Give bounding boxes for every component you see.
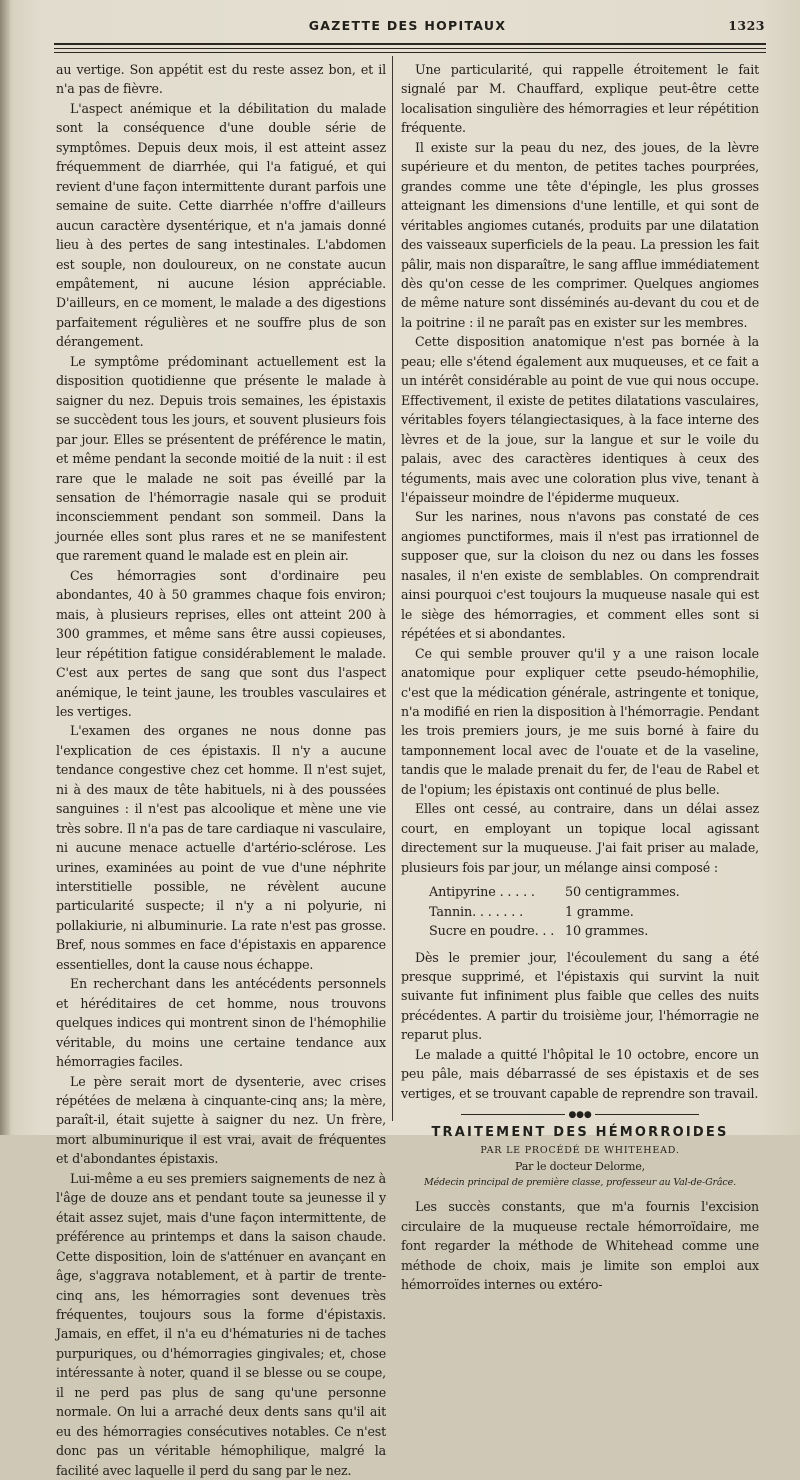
journal-title: GAZETTE DES HOPITAUX [308, 18, 507, 33]
prescription-formula [401, 883, 759, 942]
paragraph: Une particularité, qui rappelle étroitement le fait signalé par M. Chauffard, explique peut-être cette localisation singulière des hémorragies et leur répétition fréquente. [401, 62, 759, 136]
paragraph: En recherchant dans les antécédents personnels et héréditaires de cet homme, nous trouvons quelques indices qui montrent sinon de l'hémophilie véritable, du moins une certaine tendance aux hémorragies faciles. [56, 976, 386, 1070]
paragraph: L'examen des organes ne nous donne pas l'explication de ces épistaxis. Il n'y a aucune tendance congestive chez cet homme. Il n'est sujet, ni à des maux de tête habituels, ni à des poussées sanguines : il n'est pas alcoolique et mène une vie très sobre. Il n'a pas de tare cardiaque ni vasculaire, ni aucune menace actuelle d'artério-sclérose. Les urines, examinées au point de vue d'une néphrite interstitielle possible, ne révèlent aucune particularité suspecte; il n'y a ni polyurie, ni pollakiurie, ni albuminurie. La rate n'est pas grosse. Bref, nous sommes en face d'épistaxis en apparence essentielles, dont la cause nous échappe. [56, 723, 386, 972]
running-header [50, 14, 765, 38]
paragraph: Les succès constants, que m'a fournis l'excision circulaire de la muqueuse rectale hémorroïdaire, me font regarder la méthode de Whitehead comme une méthode de choix, mais je limite son emploi aux hémorroïdes internes ou extéro- [401, 1199, 759, 1292]
quantity: 50 centigrammes. [565, 885, 680, 901]
page-number: 1323 [728, 18, 765, 33]
quantity: 1 gramme. [565, 904, 634, 920]
formula-line [401, 883, 759, 903]
paragraph: Dès le premier jour, l'écoulement du sang a été presque supprimé, et l'épistaxis qui survint la nuit suivante fut infiniment plus faible que celles des nuits précédentes. A partir du troisième jour, l'hémorragie ne reparut plus. [401, 949, 759, 1043]
ingredient: Tannin. . . . . . . [429, 904, 524, 920]
paragraph: Il existe sur la peau du nez, des joues, de la lèvre supérieure et du menton, de petites taches pourprées, grandes comme une tête d'épingle, les plus grosses atteignant les dimensions d'une lentille, et qui sont de véritables angiomes cutanés, produits par une dilatation des vaisseaux superficiels de la peau. La pression les fait pâlir, mais non disparaître, le sang afflue immédiatement dès qu'on cesse de les comprimer. Quelques angiomes de même nature sont disséminés au-devant du cou et de la poitrine : il ne paraît pas en exister sur les membres. [401, 139, 759, 330]
ingredient: Antipyrine . . . . . [429, 885, 535, 901]
paragraph: Lui-même a eu ses premiers saignements de nez à l'âge de douze ans et pendant toute sa jeunesse il y était assez sujet, mais d'une façon intermittente, de préférence au printemps et dans la saison chaude. Cette disposition, loin de s'atténuer en avançant en âge, s'aggrava notablement, et à partir de trente-cinq ans, les hémorragies sont devenues très fréquentes, toujours sous la forme d'épistaxis. Jamais, en effet, il n'a eu d'hématuries ni de taches purpuriques, ou d'hémorragies gingivales; et, chose intéressante à noter, quand il se blesse ou se coupe, il ne perd pas plus de sang qu'une personne normale. On lui a arraché deux dents sans qu'il ait eu des hémorragies consécutives notables. Ce n'est donc pas un véritable hémophilique, malgré la facilité avec laquelle il perd du sang par le nez. [56, 1170, 386, 1478]
paragraph: Ces hémorragies sont d'ordinaire peu abondantes, 40 à 50 grammes chaque fois environ; mais, à plusieurs reprises, elles ont atteint 200 à 300 grammes, et même sans être aussi copieuses, leur répétition fatigue considérablement le malade. C'est aux pertes de sang que sont dus l'aspect anémique, le teint jaune, les troubles vasculaires et les vertiges. [56, 567, 386, 719]
paragraph: Sur les narines, nous n'avons pas constaté de ces angiomes punctiformes, mais il n'est pas irrationnel de supposer que, sur la cloison du nez ou dans les fosses nasales, il n'en existe de semblables. On comprendrait ainsi pourquoi c'est toujours la muqueuse nasale qui est le siège des hémorragies, et comment elles sont si répétées et si abondantes. [401, 509, 759, 642]
paragraph: Le père serait mort de dysenterie, avec crises répétées de melæna à cinquante-cinq ans; la mère, paraît-il, était sujette à saigner du nez. Un frère, mort albuminurique il est vrai, avait de fréquentes et d'abondantes épistaxis. [56, 1073, 386, 1167]
right-column [401, 60, 759, 1294]
header-rule-thin-2 [54, 52, 766, 53]
paragraph: Le symptôme prédominant actuellement est la disposition quotidienne que présente le malade à saigner du nez. Depuis trois semaines, les épistaxis se succèdent tous les jours, et souvent plusieurs fois par jour. Elles se présentent de préférence le matin, et même pendant la seconde moitié de la nuit : il est rare que le malade ne soit pas éveillé par la sensation de l'hémorragie nasale qui se produit inconsciemment pendant son sommeil. Dans la journée elles sont plus rares et ne se manifestent que rarement quand le malade est en plein air. [56, 353, 386, 564]
ingredient: Sucre en poudre. . . [429, 924, 555, 940]
paragraph: Elles ont cessé, au contraire, dans un délai assez court, en employant un topique local agissant directement sur la muqueuse. J'ai fait priser au malade, plusieurs fois par jour, un mélange ainsi composé : [401, 801, 759, 875]
section-subtitle: PAR LE PROCÉDÉ DE WHITEHEAD. [480, 1145, 680, 1157]
paragraph: Le malade a quitté l'hôpital le 10 octobre, encore un peu pâle, mais débarrassé de ses épistaxis et de ses vertiges, et se trouvant capable de reprendre son travail. [401, 1046, 759, 1101]
paragraph: L'aspect anémique et la débilitation du malade sont la conséquence d'une double série de symptômes. Depuis deux mois, il est atteint assez fréquemment de diarrhée, qui l'a fatigué, et qui revient d'une façon intermittente durant parfois une semaine de suite. Cette diarrhée n'offre d'ailleurs aucun caractère dysentérique, et n'a jamais donné lieu à des pertes de sang intestinales. L'abdomen est souple, non douloureux, on ne constate aucun empâtement, ni aucune lésion appréciable. D'ailleurs, en ce moment, le malade a des digestions parfaitement régulières et ne souffre plus de son dérangement. [56, 100, 386, 350]
paragraph: Ce qui semble prouver qu'il y a une raison locale anatomique pour expliquer cette pseudo-hémophilie, c'est que la médication générale, astringente et tonique, n'a modifié en rien la disposition à l'hémorragie. Pendant les trois premiers jours, je me suis borné à faire du tamponnement local avec de l'ouate et de la vaseline, tandis que le malade prenait du fer, de l'eau de Rabel et de l'opium; les épistaxis ont continué de plus belle. [401, 645, 759, 797]
quantity: 10 grammes. [565, 924, 649, 940]
header-rule-thin [54, 48, 766, 49]
formula-line [401, 903, 759, 923]
left-column [56, 60, 386, 1480]
binding-edge [0, 0, 10, 1135]
paragraph: Cette disposition anatomique n'est pas bornée à la peau; elle s'étend également aux muqueuses, et ce fait a un intérêt considérable au point de vue qui nous occupe. Effectivement, il existe de petites dilatations vasculaires, véritables foyers télangiectasiques, à la face interne des lèvres et de la joue, sur la langue et sur le voile du palais, avec des caractères identiques à ceux des téguments, mais avec une coloration plus vive, tenant à l'épaisseur moindre de l'épiderme muqueux. [401, 334, 759, 505]
header-rule-thick [54, 43, 766, 45]
column-divider [392, 56, 393, 1121]
formula-line [401, 922, 759, 942]
section-ornament: ●●● [401, 1105, 759, 1123]
section-title: TRAITEMENT DES HÉMORROIDES [431, 1125, 729, 1141]
author-affiliation: Médecin principal de première classe, professeur au Val-de-Grâce. [424, 1177, 736, 1189]
paragraph: au vertige. Son appétit est du reste assez bon, et il n'a pas de fièvre. [56, 62, 386, 97]
section-author: Par le docteur Delorme, [514, 1160, 646, 1174]
